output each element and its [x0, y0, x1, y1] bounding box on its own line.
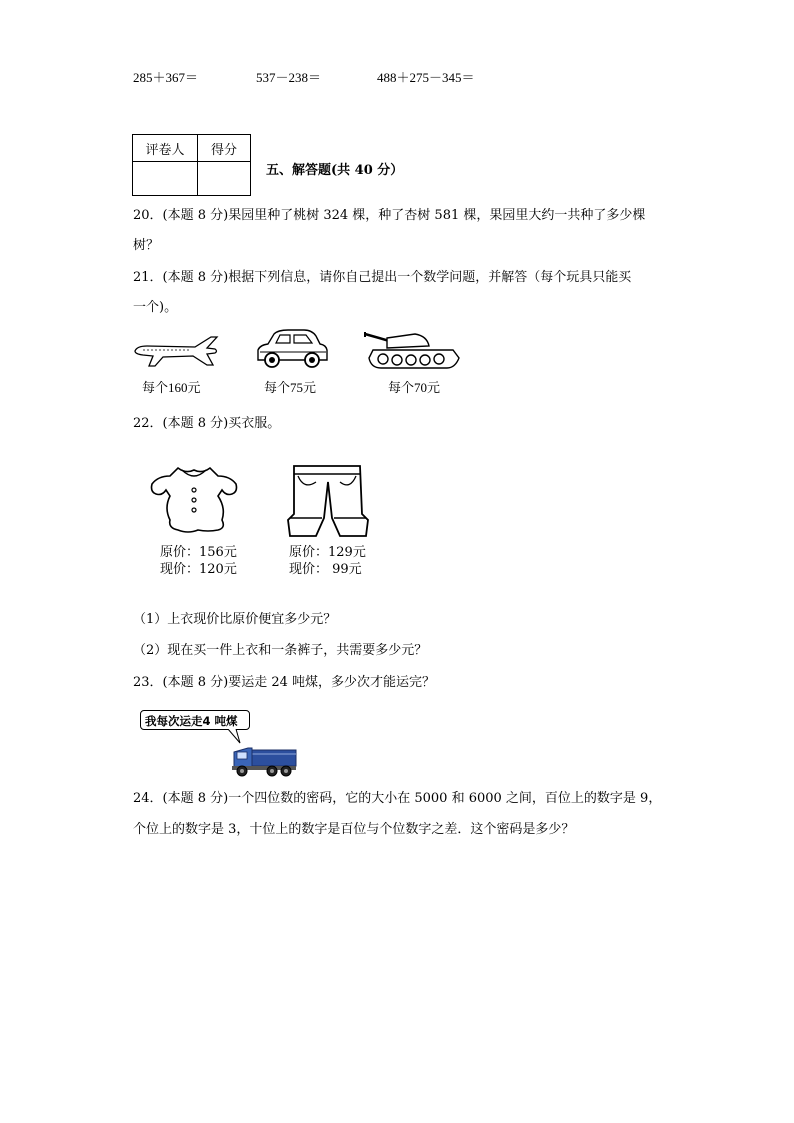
- section-title: 五、解答题(共 40 分）: [266, 163, 404, 178]
- score-cell[interactable]: [198, 162, 251, 196]
- q22-title: 22．(本题 8 分)买衣服。: [133, 416, 281, 431]
- grader-header: 评卷人: [133, 135, 198, 162]
- q20-line1: 20．(本题 8 分)果园里种了桃树 324 棵，种了杏树 581 棵，果园里大约一共种了多少棵: [133, 208, 646, 223]
- shirt-icon: [148, 462, 240, 534]
- q21-line1: 21．(本题 8 分)根据下列信息，请你自己提出一个数学问题，并解答（每个玩具只能买: [133, 270, 632, 285]
- toy-price-airplane: 每个160元: [142, 380, 201, 395]
- truck-icon: [230, 740, 298, 778]
- car-icon: [254, 326, 330, 370]
- shorts-icon: [284, 462, 372, 540]
- tank-icon: [363, 328, 461, 370]
- speech-bubble: 我每次运走4 吨煤: [140, 710, 250, 730]
- toy-price-car: 每个75元: [264, 380, 317, 395]
- shorts-current-price: 现价： 99元: [289, 562, 362, 577]
- q22-sub2: （2）现在买一件上衣和一条裤子，共需要多少元？: [133, 643, 428, 658]
- calc-1: 285＋367＝: [133, 70, 199, 85]
- grader-cell[interactable]: [133, 162, 198, 196]
- q21-line2: 一个)。: [133, 300, 178, 315]
- q23-title: 23．(本题 8 分)要运走 24 吨煤，多少次才能运完？: [133, 675, 436, 690]
- q20-line2: 树？: [133, 238, 160, 253]
- shirt-current-price: 现价：120元: [160, 562, 237, 577]
- toy-price-tank: 每个70元: [388, 380, 441, 395]
- q24-line2: 个位上的数字是 3，十位上的数字是百位与个位数字之差．这个密码是多少？: [133, 822, 575, 837]
- shirt-original-price: 原价：156元: [160, 545, 237, 560]
- q22-sub1: （1）上衣现价比原价便宜多少元？: [133, 612, 337, 627]
- airplane-icon: [133, 335, 219, 369]
- score-header: 得分: [198, 135, 251, 162]
- q24-line1: 24．(本题 8 分)一个四位数的密码，它的大小在 5000 和 6000 之间，百位上的数字是 9，: [133, 791, 662, 806]
- shorts-original-price: 原价：129元: [289, 545, 366, 560]
- grader-table: [132, 134, 251, 196]
- calc-2: 537－238＝: [256, 70, 322, 85]
- calc-3: 488＋275－345＝: [377, 70, 475, 85]
